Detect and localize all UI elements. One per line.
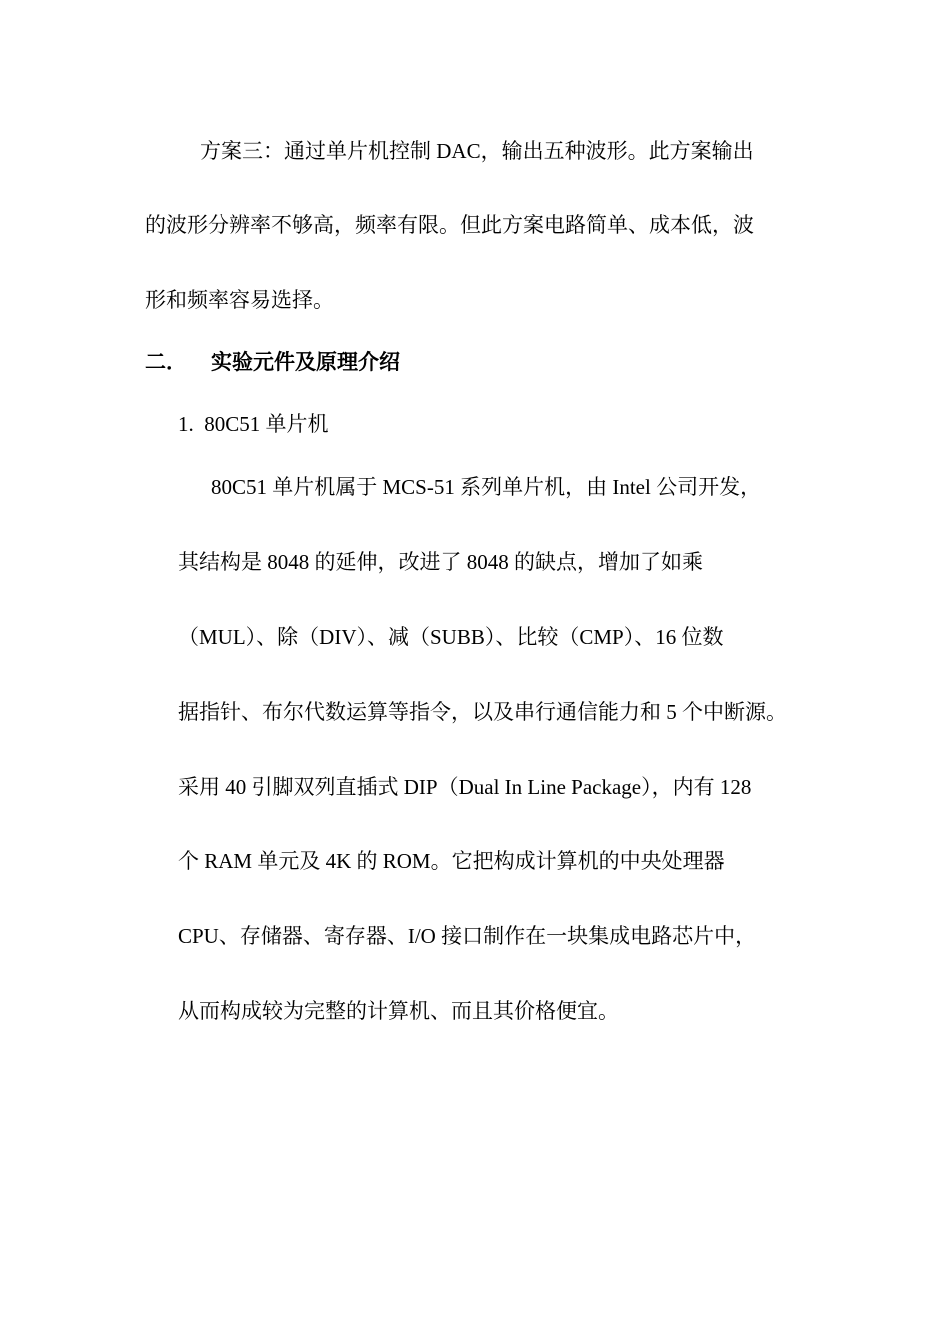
body-line-3: （MUL）、除（DIV）、减（SUBB）、比较（CMP）、16 位数 xyxy=(178,625,724,649)
section-number: 二． xyxy=(145,350,187,374)
body-line-2: 其结构是 8048 的延伸，改进了 8048 的缺点，增加了如乘 xyxy=(178,550,703,574)
subsection-title: 1. 80C51 单片机 xyxy=(178,412,329,436)
scheme3-line-2: 的波形分辨率不够高，频率有限。但此方案电路简单、成本低，波 xyxy=(145,213,754,237)
scheme3-line-1: 方案三：通过单片机控制 DAC，输出五种波形。此方案输出 xyxy=(200,139,754,163)
body-line-4: 据指针、布尔代数运算等指令，以及串行通信能力和 5 个中断源。 xyxy=(178,700,787,724)
section-heading xyxy=(145,348,400,376)
body-line-7: CPU、存储器、寄存器、I/O 接口制作在一块集成电路芯片中， xyxy=(178,924,757,948)
body-line-1: 80C51 单片机属于 MCS-51 系列单片机，由 Intel 公司开发， xyxy=(211,475,762,499)
body-line-6: 个 RAM 单元及 4K 的 ROM。它把构成计算机的中央处理器 xyxy=(178,849,725,873)
section-title: 实验元件及原理介绍 xyxy=(211,350,400,374)
body-line-8: 从而构成较为完整的计算机、而且其价格便宜。 xyxy=(178,999,619,1023)
body-line-5: 采用 40 引脚双列直插式 DIP（Dual In Line Package），内有 128 xyxy=(178,775,752,799)
scheme3-line-3: 形和频率容易选择。 xyxy=(145,288,334,312)
